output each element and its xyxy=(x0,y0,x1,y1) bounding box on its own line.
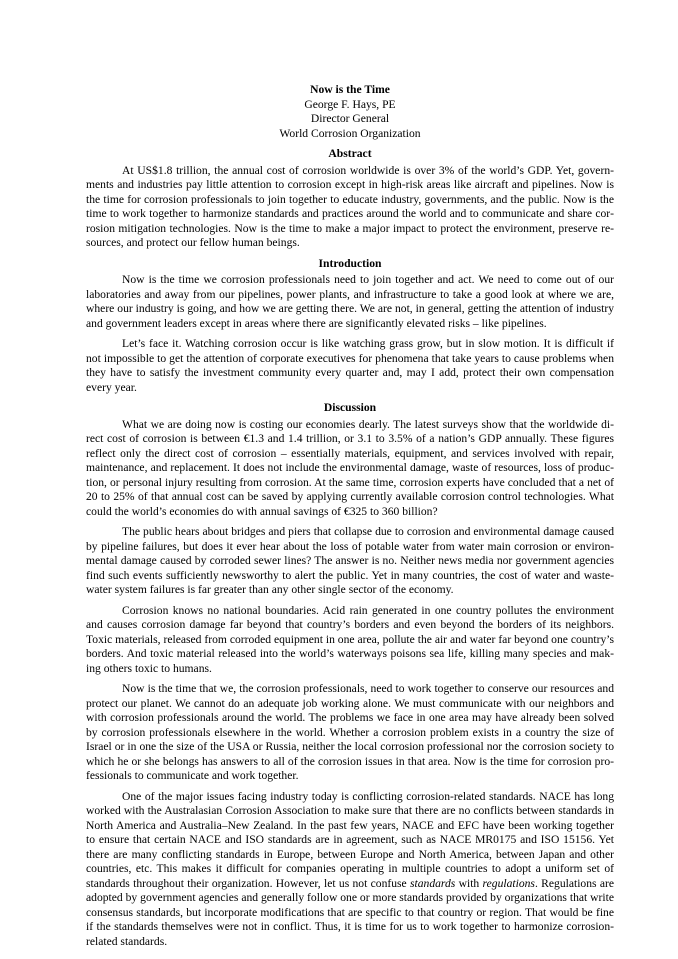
discussion-paragraph-2: The public hears about bridges and piers that collapse due to corrosion and environmental damage caused by pipeline failures, but does it ever hear about the loss of potable water from water main corrosion or environmental damage caused by corroded sewer lines? The answer is no. Neither news media nor government agencies find such events sufficiently newsworthy to alert the public. Yet in many countries, the cost of water and wastewater system failures is far greater than any other single sector of the economy. xyxy=(86,525,614,596)
standards-text-part-1: One of the major issues facing industry today is conflicting corrosion-related standards. NACE has long worked with the Australasian Corrosion Association to make sure that there are no conflicts between standards in North America and Australia–New Zealand. In the past few years, NACE and EFC have been working together to ensure that certain NACE and ISO standards are in agreement, such as NACE MR0175 and ISO 15156. Yet there are many conflicting standards in Europe, between Europe and North America, between Japan and other countries, etc. This makes it difficult for companies operating in multiple countries to adopt a uniform set of standards throughout their organization. However, let us not confuse xyxy=(86,789,614,890)
discussion-paragraph-1: What we are doing now is costing our economies dearly. The latest surveys show that the worldwide direct cost of corrosion is between €1.3 and 1.4 trillion, or 3.1 to 3.5% of a nation’s GDP annually. These figures reflect only the direct cost of corrosion – essentially materials, equipment, and services involved with repair, maintenance, and replacement. It does not include the environmental damage, waste of resources, loss of production, or personal injury resulting from corrosion. At the same time, corrosion experts have concluded that a net of 20 to 25% of that annual cost can be saved by applying currently available corrosion control technologies. What could the world’s economies do with annual savings of €325 to 360 billion? xyxy=(86,417,614,518)
standards-text-part-2: with xyxy=(455,876,483,890)
abstract-heading: Abstract xyxy=(328,147,372,160)
discussion-paragraph-5 xyxy=(86,790,614,950)
standards-text-part-3: . Regulations are adopted by government agencies and generally follow one or more standards provided by organizations that write consensus standards, but incorporate modifications that are specific to that country or region. That would be fine if the standards themselves were not in conflict. Thus, it is time for us to work together to harmonize corrosion-related standards. xyxy=(86,876,614,948)
author-position: Director General xyxy=(310,112,390,125)
author-name: George F. Hays, PE xyxy=(304,97,396,111)
discussion-paragraph-3: Corrosion knows no national boundaries. Acid rain generated in one country pollutes the environment and causes corrosion damage far beyond that country’s borders and even beyond the borders of its neighbors. Toxic materials, released from corroded equipment in one area, pollute the air and water far beyond one country’s borders. And toxic material released into the world’s waterways poisons sea life, killing many species and making others toxic to humans. xyxy=(86,603,614,675)
document-page xyxy=(86,83,614,955)
regulations-term: regulations xyxy=(482,876,535,890)
title-block xyxy=(86,83,614,141)
author-organization: World Corrosion Organization xyxy=(279,126,421,140)
introduction-paragraph-1: Now is the time we corrosion professionals need to join together and act. We need to come out of our laboratories and away from our pipelines, power plants, and infrastructure to take a good look at where we are, where our industry is going, and how we are getting there. We are not, in general, getting the attention of industry and government leaders except in areas where there are significantly elevated risks – like pipelines. xyxy=(86,273,614,330)
document-title: Now is the Time xyxy=(310,83,390,96)
discussion-paragraph-4: Now is the time that we, the corrosion professionals, need to work together to conserve our resources and protect our planet. We cannot do an adequate job working alone. We must communicate with our neighbors and with corrosion professionals around the world. The problems we face in one area may have already been solved by corrosion professionals elsewhere in the world. Whether a corrosion problem exists in a country the size of Israel or in one the size of the USA or Russia, neither the local corrosion professional nor the corrosion society to which he or she belongs has answers to all of the corrosion issues in that area. Now is the time for corrosion professionals to communicate and work together. xyxy=(86,682,614,782)
discussion-heading: Discussion xyxy=(323,401,377,414)
standards-term: standards xyxy=(410,876,456,890)
abstract-paragraph: At US$1.8 trillion, the annual cost of corrosion worldwide is over 3% of the world’s GDP. Yet, governments and industries pay little attention to corrosion except in high-risk areas like aircraft and pipelines. Now is the time for corrosion professionals to join together to educate industry, governments, and the public. Now is the time to work together to harmonize standards and practices around the world and to communicate and share corrosion mitigation technologies. Now is the time to make a major impact to protect the environment, preserve resources, and protect our fellow human beings. xyxy=(86,163,614,249)
introduction-heading: Introduction xyxy=(318,256,382,270)
introduction-paragraph-2: Let’s face it. Watching corrosion occur is like watching grass grow, but in slow motion. It is difficult if not impossible to get the attention of corporate executives for phenomena that take years to cause problems when they have to satisfy the investment community every quarter and, may I add, protect their own compensation every year. xyxy=(86,337,614,394)
